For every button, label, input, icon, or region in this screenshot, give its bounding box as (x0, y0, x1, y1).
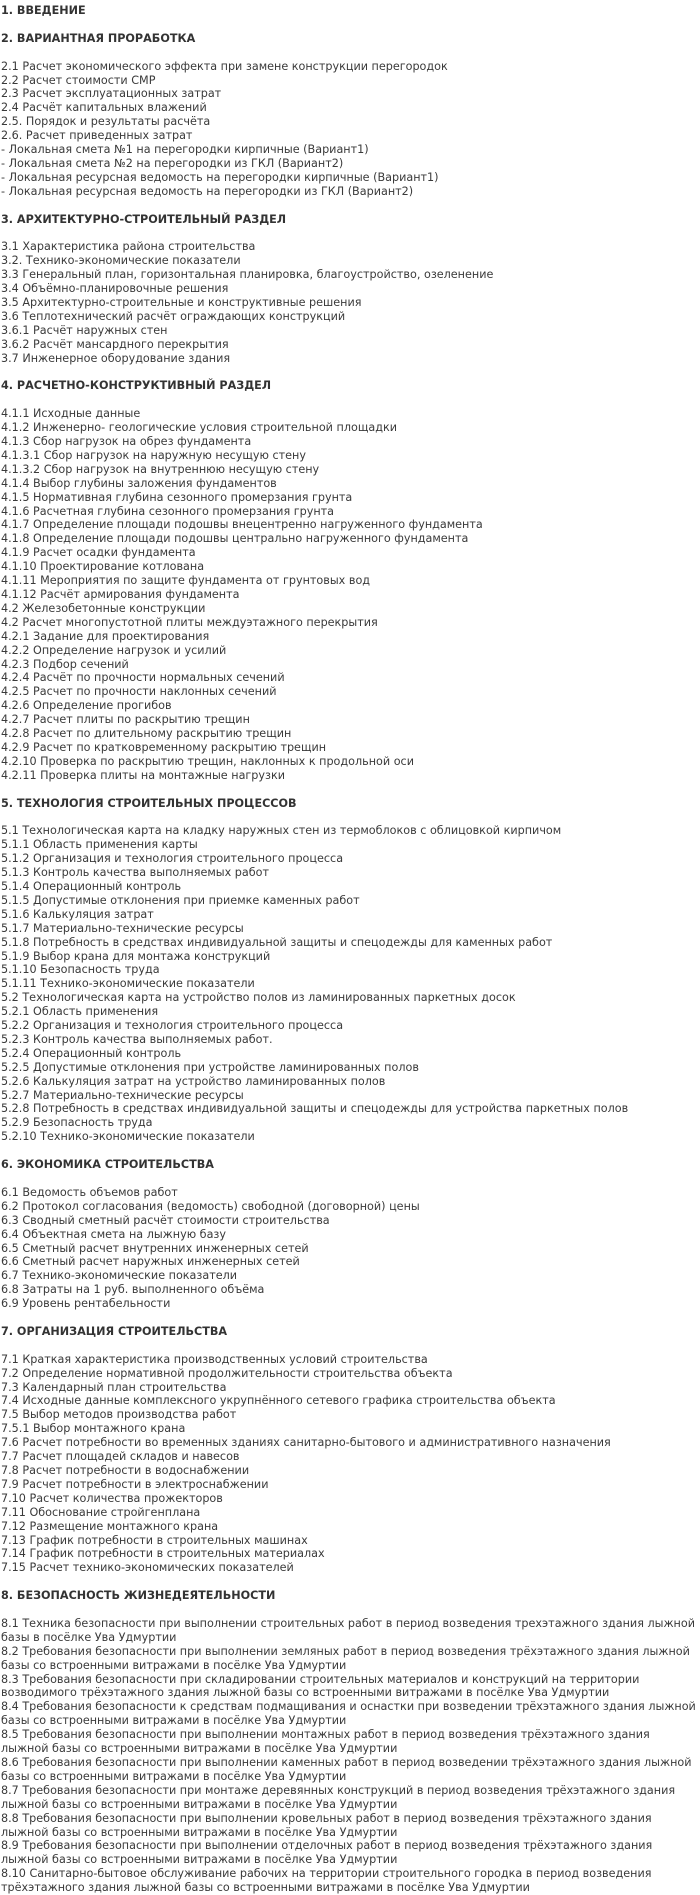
section-heading: 2. ВАРИАНТНАЯ ПРОРАБОТКА (1, 31, 196, 45)
toc-item: 5.2.6 Калькуляция затрат на устройство ламинированных полов (1, 1074, 386, 1088)
section-heading: 7. ОРГАНИЗАЦИЯ СТРОИТЕЛЬСТВА (1, 1324, 228, 1338)
toc-item: 4.2.6 Определение прогибов (1, 699, 172, 713)
toc-item: 4.2.3 Подбор сечений (1, 657, 129, 671)
toc-item: 5.1 Технологическая карта на кладку наружных стен из термоблоков с облицовкой кирпичом (1, 824, 562, 838)
toc-item: 7.9 Расчет потребности в электроснабжении (1, 1477, 269, 1491)
toc-item: 3.5 Архитектурно-строительные и конструктивные решения (1, 295, 362, 309)
toc-item: 4.1.4 Выбор глубины заложения фундаментов (1, 476, 277, 490)
toc-item: 7.3 Календарный план строительства (1, 1380, 227, 1394)
toc-item: 5.2.3 Контроль качества выполняемых работ. (1, 1032, 273, 1046)
toc-section (1, 1325, 697, 1575)
toc-item: 7.15 Расчет технико-экономических показателей (1, 1561, 294, 1575)
section-heading: 5. ТЕХНОЛОГИЯ СТРОИТЕЛЬНЫХ ПРОЦЕССОВ (1, 796, 297, 810)
toc-item: 5.1.8 Потребность в средствах индивидуальной защиты и спецодежды для каменных работ (1, 935, 553, 949)
toc-item: 5.2.8 Потребность в средствах индивидуальной защиты и спецодежды для устройства паркетных полов (1, 1102, 629, 1116)
toc-item: 2.1 Расчет экономического эффекта при замене конструкции перегородок (1, 59, 448, 73)
toc-item: 5.1.11 Технико-экономические показатели (1, 977, 255, 991)
section-heading: 6. ЭКОНОМИКА СТРОИТЕЛЬСТВА (1, 1158, 214, 1172)
toc-item: 7.2 Определение нормативной продолжительности строительства объекта (1, 1366, 453, 1380)
toc-item: 5.2.2 Организация и технология строительного процесса (1, 1019, 344, 1033)
toc-item: 8.9 Требования безопасности при выполнении отделочных работ в период возведения трёхэтажного здания лыжной базы со встроенными витражами в посёлке Ува Удмуртии (1, 1839, 653, 1867)
toc-item: 3.7 Инженерное оборудование здания (1, 351, 231, 365)
toc-item: 3.2. Технико-экономические показатели (1, 254, 241, 268)
toc-item: 4.1.11 Мероприятия по защите фундамента от грунтовых вод (1, 574, 371, 588)
toc-item: 8.8 Требования безопасности при выполнении кровельных работ в период возведения трёхэтажного здания лыжной базы со встроенными витражами в посёлке Ува Удмуртии (1, 1811, 652, 1839)
toc-item: 4.2.9 Расчет по кратковременному раскрытию трещин (1, 740, 327, 754)
toc-item: 5.1.10 Безопасность труда (1, 963, 160, 977)
toc-item: 7.7 Расчет площадей складов и навесов (1, 1450, 240, 1464)
toc-item: 5.2.10 Технико-экономические показатели (1, 1130, 255, 1144)
toc-item: 7.5.1 Выбор монтажного крана (1, 1422, 186, 1436)
toc-item: 4.2 Расчет многопустотной плиты междуэтажного перекрытия (1, 615, 378, 629)
toc-item: 8.6 Требования безопасности при выполнении каменных работ в период возведении трёхэтажного здания лыжной базы со встроенными витражами в посёлке Ува Удмуртии (1, 1755, 692, 1783)
toc-section (1, 4, 697, 18)
toc-section (1, 379, 697, 782)
toc-item: 4.2.2 Определение нагрузок и усилий (1, 643, 227, 657)
toc-item: 5.2 Технологическая карта на устройство полов из ламинированных паркетных досок (1, 991, 516, 1005)
toc-item: 8.1 Техника безопасности при выполнении строительных работ в период возведения трехэтажного здания лыжной базы в посёлке Ува Удмуртии (1, 1616, 695, 1644)
toc-item: 5.1.4 Операционный контроль (1, 879, 182, 893)
toc-item: 7.8 Расчет потребности в водоснабжении (1, 1463, 250, 1477)
toc-item: 3.6.1 Расчёт наружных стен (1, 323, 168, 337)
toc-item: 6.4 Объектная смета на лыжную базу (1, 1227, 226, 1241)
toc-item: 7.13 График потребности в строительных машинах (1, 1533, 308, 1547)
toc-item: - Локальная ресурсная ведомость на перегородки кирпичные (Вариант1) (1, 170, 439, 184)
toc-item: 7.5 Выбор методов производства работ (1, 1408, 237, 1422)
toc-item: 4.1.8 Определение площади подошвы центрально нагруженного фундамента (1, 532, 469, 546)
toc-item: 8.3 Требования безопасности при складировании строительных материалов и конструкций на территории возводимого трёхэтажного здания лыжной базы со встроенными витражами в посёлке Ува Удмуртии (1, 1672, 640, 1700)
toc-item: 3.3 Генеральный план, горизонтальная планировка, благоустройство, озеленение (1, 268, 494, 282)
toc-item: 5.1.1 Область применения карты (1, 838, 198, 852)
toc-item: 4.1.6 Расчетная глубина сезонного промерзания грунта (1, 504, 335, 518)
toc-item: 4.1.7 Определение площади подошвы внецентренно нагруженного фундамента (1, 518, 483, 532)
toc-item: 2.4 Расчёт капитальных влажений (1, 101, 207, 115)
toc-item: 5.1.3 Контроль качества выполняемых работ (1, 866, 269, 880)
toc-item: 5.1.9 Выбор крана для монтажа конструкций (1, 949, 271, 963)
toc-item: 4.2.5 Расчет по прочности наклонных сечений (1, 685, 277, 699)
toc-item: 2.3 Расчет эксплуатационных затрат (1, 87, 222, 101)
toc-item: 7.10 Расчет количества прожекторов (1, 1491, 223, 1505)
toc-item: 6.3 Сводный сметный расчёт стоимости строительства (1, 1213, 330, 1227)
toc-section (1, 1589, 697, 1895)
toc-item: - Локальная смета №1 на перегородки кирпичные (Вариант1) (1, 143, 369, 157)
toc-item: 4.1.3.2 Сбор нагрузок на внутреннюю несущую стену (1, 462, 320, 476)
toc-item: 7.14 График потребности в строительных материалах (1, 1547, 325, 1561)
toc-item: 4.1.3.1 Сбор нагрузок на наружную несущую стену (1, 448, 306, 462)
toc-section (1, 1158, 697, 1311)
toc-item: 3.6.2 Расчёт мансардного перекрытия (1, 337, 229, 351)
toc-item: 5.2.1 Область применения (1, 1005, 159, 1019)
toc-item: 8.7 Требования безопасности при монтаже деревянных конструкций в период возведения трёхэтажного здания лыжной базы со встроенными витражами в посёлке Ува Удмуртии (1, 1783, 676, 1811)
toc-item: 4.1.1 Исходные данные (1, 407, 141, 421)
toc-item: 6.1 Ведомость объемов работ (1, 1185, 178, 1199)
toc-item: 7.11 Обоснование стройгенплана (1, 1505, 201, 1519)
toc-item: 3.4 Объёмно-планировочные решения (1, 282, 229, 296)
toc-item: 7.12 Размещение монтажного крана (1, 1519, 219, 1533)
toc-item: 6.7 Технико-экономические показатели (1, 1269, 238, 1283)
toc-item: 4.1.5 Нормативная глубина сезонного промерзания грунта (1, 490, 353, 504)
section-heading: 1. ВВЕДЕНИЕ (1, 4, 86, 17)
toc-item: 3.6 Теплотехнический расчёт ограждающих конструкций (1, 309, 346, 323)
toc-item: 5.1.2 Организация и технология строительного процесса (1, 852, 344, 866)
toc-item: - Локальная ресурсная ведомость на перегородки из ГКЛ (Вариант2) (1, 184, 414, 198)
toc-item: 7.6 Расчет потребности во временных зданиях санитарно-бытового и административного назначения (1, 1436, 611, 1450)
toc-item: 5.1.6 Калькуляция затрат (1, 907, 154, 921)
toc-item: 4.1.2 Инженерно- геологические условия строительной площадки (1, 421, 397, 435)
toc-item: 4.2.7 Расчет плиты по раскрытию трещин (1, 713, 250, 727)
toc-item: 4.2.4 Расчёт по прочности нормальных сечений (1, 671, 285, 685)
toc-item: 6.5 Сметный расчет внутренних инженерных сетей (1, 1241, 309, 1255)
toc-item: 6.2 Протокол согласования (ведомость) свободной (договорной) цены (1, 1199, 420, 1213)
toc-item: 7.1 Краткая характеристика производственных условий строительства (1, 1352, 428, 1366)
toc-item: 6.9 Уровень рентабельности (1, 1297, 171, 1311)
toc-item: 5.1.5 Допустимые отклонения при приемке каменных работ (1, 893, 360, 907)
toc-item: 2.5. Порядок и результаты расчёта (1, 115, 211, 129)
toc-item: 5.2.7 Материально-технические ресурсы (1, 1088, 244, 1102)
toc-item: 5.1.7 Материально-технические ресурсы (1, 921, 244, 935)
toc-item: 4.1.9 Расчет осадки фундамента (1, 546, 196, 560)
toc-item: 8.5 Требования безопасности при выполнении монтажных работ в период возведения трёхэтажного здания лыжной базы со встроенными витражами в посёлке Ува Удмуртии (1, 1728, 650, 1756)
section-heading: 8. БЕЗОПАСНОСТЬ ЖИЗНЕДЕЯТЕЛЬНОСТИ (1, 1589, 276, 1603)
section-heading: 3. АРХИТЕКТУРНО-СТРОИТЕЛЬНЫЙ РАЗДЕЛ (1, 212, 287, 226)
toc-item: 5.2.9 Безопасность труда (1, 1116, 153, 1130)
toc-item: 3.1 Характеристика района строительства (1, 240, 256, 254)
toc-item: 4.2.11 Проверка плиты на монтажные нагрузки (1, 768, 285, 782)
toc-section (1, 32, 697, 199)
toc-section (1, 213, 697, 366)
toc-item: - Локальная смета №2 на перегородки из ГКЛ (Вариант2) (1, 156, 344, 170)
toc-item: 4.1.12 Расчёт армирования фундамента (1, 587, 240, 601)
toc-item: 4.1.3 Сбор нагрузок на обрез фундамента (1, 435, 252, 448)
toc-item: 5.2.4 Операционный контроль (1, 1046, 182, 1060)
toc-item: 4.2.8 Расчет по длительному раскрытию трещин (1, 727, 292, 741)
toc-section (1, 797, 697, 1145)
toc-item: 4.2.10 Проверка по раскрытию трещин, наклонных к продольной оси (1, 754, 414, 768)
toc-item: 7.4 Исходные данные комплексного укрупнённого сетевого графика строительства объекта (1, 1394, 556, 1408)
toc-item: 8.10 Санитарно-бытовое обслуживание рабочих на территории строительного городка в период возведения трёхэтажного здания лыжной базы со встроенными витражами в посёлке Ува Удмуртии (1, 1867, 652, 1895)
toc-item: 5.2.5 Допустимые отклонения при устройстве ламинированных полов (1, 1060, 419, 1074)
section-heading: 4. РАСЧЕТНО-КОНСТРУКТИВНЫЙ РАЗДЕЛ (1, 379, 272, 393)
toc-item: 2.6. Расчет приведенных затрат (1, 129, 193, 143)
toc-item: 6.8 Затраты на 1 руб. выполненного объёма (1, 1283, 265, 1297)
toc-item: 8.4 Требования безопасности к средствам подмащивания и оснастки при возведении трёхэтажного здания лыжной базы со встроенными витражами в посёлке Ува Удмуртии (1, 1700, 696, 1728)
toc-item: 4.1.10 Проектирование котлована (1, 560, 205, 574)
toc-item: 2.2 Расчет стоимости СМР (1, 73, 156, 87)
toc-item: 6.6 Сметный расчет наружных инженерных сетей (1, 1255, 300, 1269)
toc-item: 4.2.1 Задание для проектирования (1, 629, 210, 643)
toc-item: 4.2 Железобетонные конструкции (1, 601, 206, 615)
toc-item: 8.2 Требования безопасности при выполнении земляных работ в период возведения трёхэтажного здания лыжной базы со встроенными витражами в посёлке Ува Удмуртии (1, 1644, 690, 1672)
